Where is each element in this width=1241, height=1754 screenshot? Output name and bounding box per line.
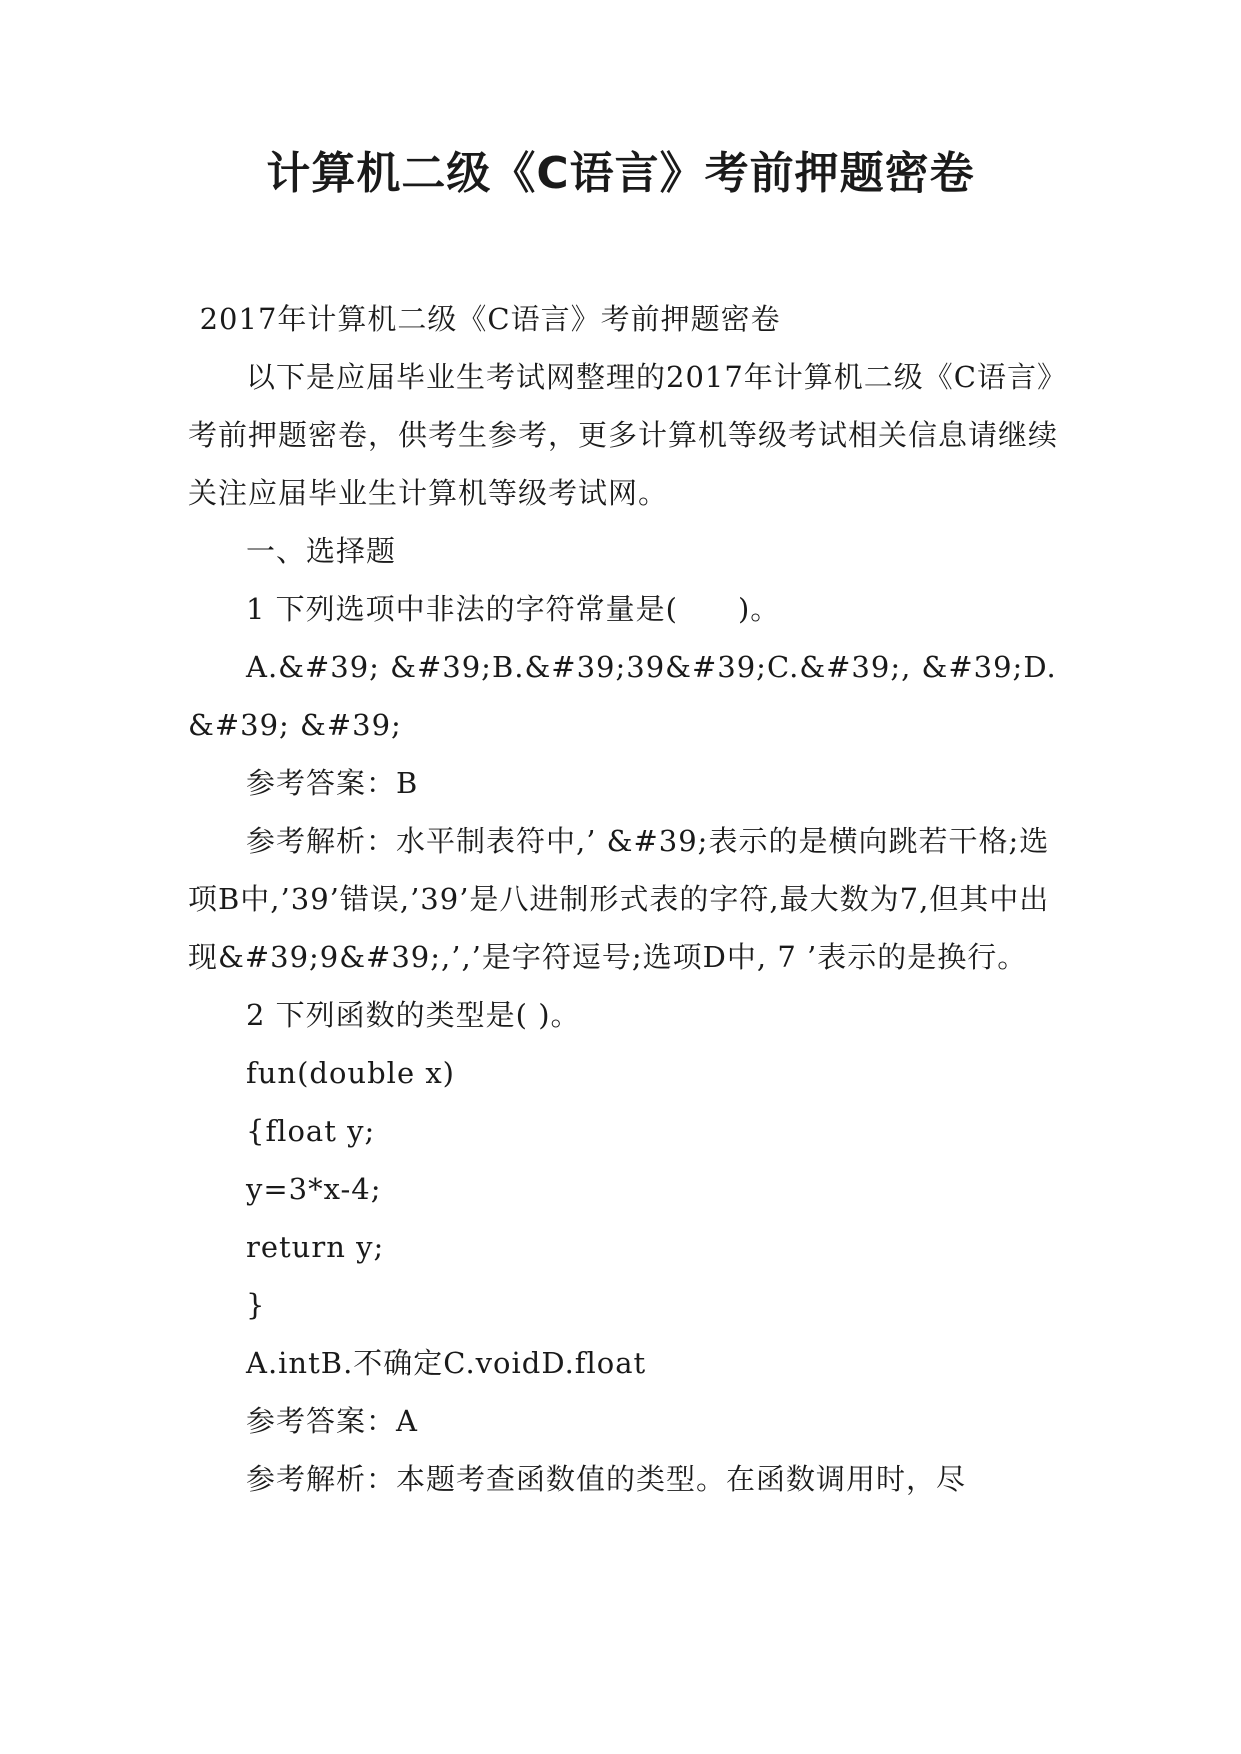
question-1-explanation: 参考解析：水平制表符中,’ &#39;表示的是横向跳若干格;选项B中,’39’错误,’39’是八进制形式表的字符,最大数为7,但其中出现&#39;9&#39;,’,’是字符逗号;选项D中, 7 ’表示的是换行。 (188, 824, 1050, 974)
question-1: 1 下列选项中非法的字符常量是( )。 (246, 592, 781, 626)
paragraph-intro: 以下是应届毕业生考试网整理的2017年计算机二级《C语言》考前押题密卷，供考生参考，更多计算机等级考试相关信息请继续关注应届毕业生计算机等级考试网。 (188, 360, 1067, 510)
question-2-explanation: 参考解析：本题考查函数值的类型。在函数调用时，尽 (246, 1462, 967, 1496)
question-1-answer: 参考答案：B (246, 766, 419, 800)
document-body (188, 290, 1068, 1508)
code-line: {float y; (246, 1114, 376, 1148)
section-heading-choice: 一、选择题 (246, 534, 397, 568)
question-2-answer: 参考答案：A (246, 1404, 418, 1438)
code-line: } (246, 1288, 266, 1322)
question-1-options: A.&#39; &#39;B.&#39;39&#39;C.&#39;, &#39;D.&#39; &#39; (188, 650, 1057, 742)
document-title: 计算机二级《C语言》考前押题密卷 (266, 148, 975, 199)
question-2: 2 下列函数的类型是( )。 (246, 998, 581, 1032)
code-line: fun(double x) (246, 1056, 455, 1090)
code-line: return y; (246, 1230, 385, 1264)
paragraph-subtitle: 2017年计算机二级《C语言》考前押题密卷 (199, 302, 781, 336)
code-line: y=3*x-4; (246, 1172, 382, 1206)
question-2-options: A.intB.不确定C.voidD.float (246, 1346, 647, 1380)
